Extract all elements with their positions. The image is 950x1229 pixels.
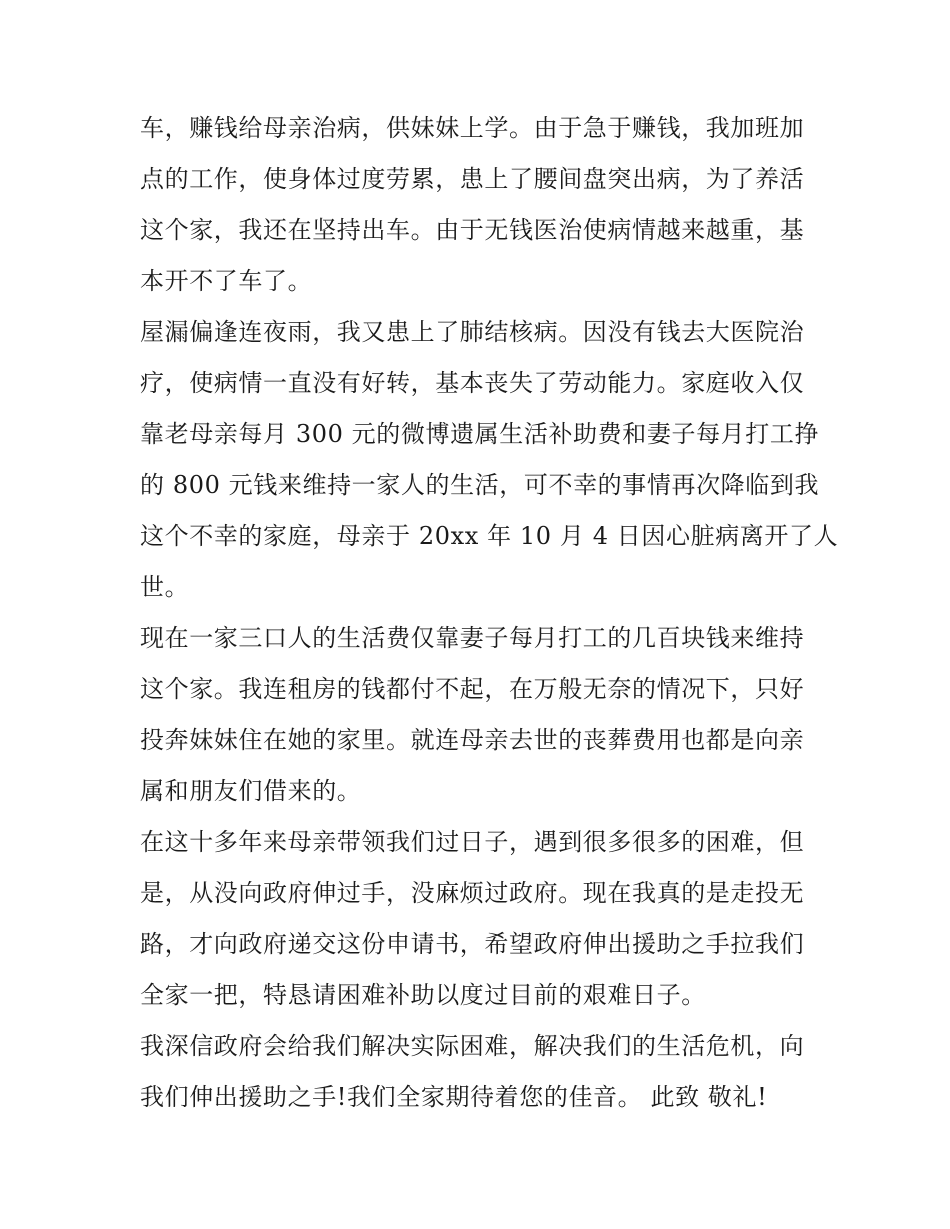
text-line: 我深信政府会给我们解决实际困难，解决我们的生活危机，向 — [140, 1032, 805, 1060]
text-line: 靠老母亲每月 300 元的微博遗属生活补助费和妻子每月打工挣 — [140, 420, 820, 448]
text-line: 现在一家三口人的生活费仅靠妻子每月打工的几百块钱来维持 — [140, 624, 805, 652]
text-line: 全家一把，特恳请困难补助以度过目前的艰难日子。 — [140, 981, 706, 1009]
text-line: 车，赚钱给母亲治病，供妹妹上学。由于急于赚钱，我加班加 — [140, 114, 805, 142]
text-line: 投奔妹妹住在她的家里。就连母亲去世的丧葬费用也都是向亲 — [140, 726, 805, 754]
document-body — [140, 103, 839, 1123]
text-line: 属和朋友们借来的。 — [140, 777, 362, 805]
text-line: 路，才向政府递交这份申请书，希望政府伸出援助之手拉我们 — [140, 930, 805, 958]
text-line: 的 800 元钱来维持一家人的生活，可不幸的事情再次降临到我 — [140, 471, 820, 499]
text-line: 点的工作，使身体过度劳累，患上了腰间盘突出病，为了养活 — [140, 165, 805, 193]
text-line: 世。 — [140, 573, 190, 601]
text-line: 是，从没向政府伸过手，没麻烦过政府。现在我真的是走投无 — [140, 879, 805, 907]
text-line: 这个家，我还在坚持出车。由于无钱医治使病情越来越重，基 — [140, 216, 805, 244]
text-line: 在这十多年来母亲带领我们过日子，遇到很多很多的困难，但 — [140, 828, 805, 856]
text-line: 这个家。我连租房的钱都付不起，在万般无奈的情况下，只好 — [140, 675, 805, 703]
text-line: 疗，使病情一直没有好转，基本丧失了劳动能力。家庭收入仅 — [140, 369, 805, 397]
text-line: 这个不幸的家庭，母亲于 20xx 年 10 月 4 日因心脏病离开了人 — [140, 522, 839, 550]
text-line: 屋漏偏逢连夜雨，我又患上了肺结核病。因没有钱去大医院治 — [140, 318, 805, 346]
text-line: 本开不了车了。 — [140, 267, 313, 295]
text-line: 我们伸出援助之手!我们全家期待着您的佳音。 此致 敬礼! — [140, 1083, 768, 1111]
